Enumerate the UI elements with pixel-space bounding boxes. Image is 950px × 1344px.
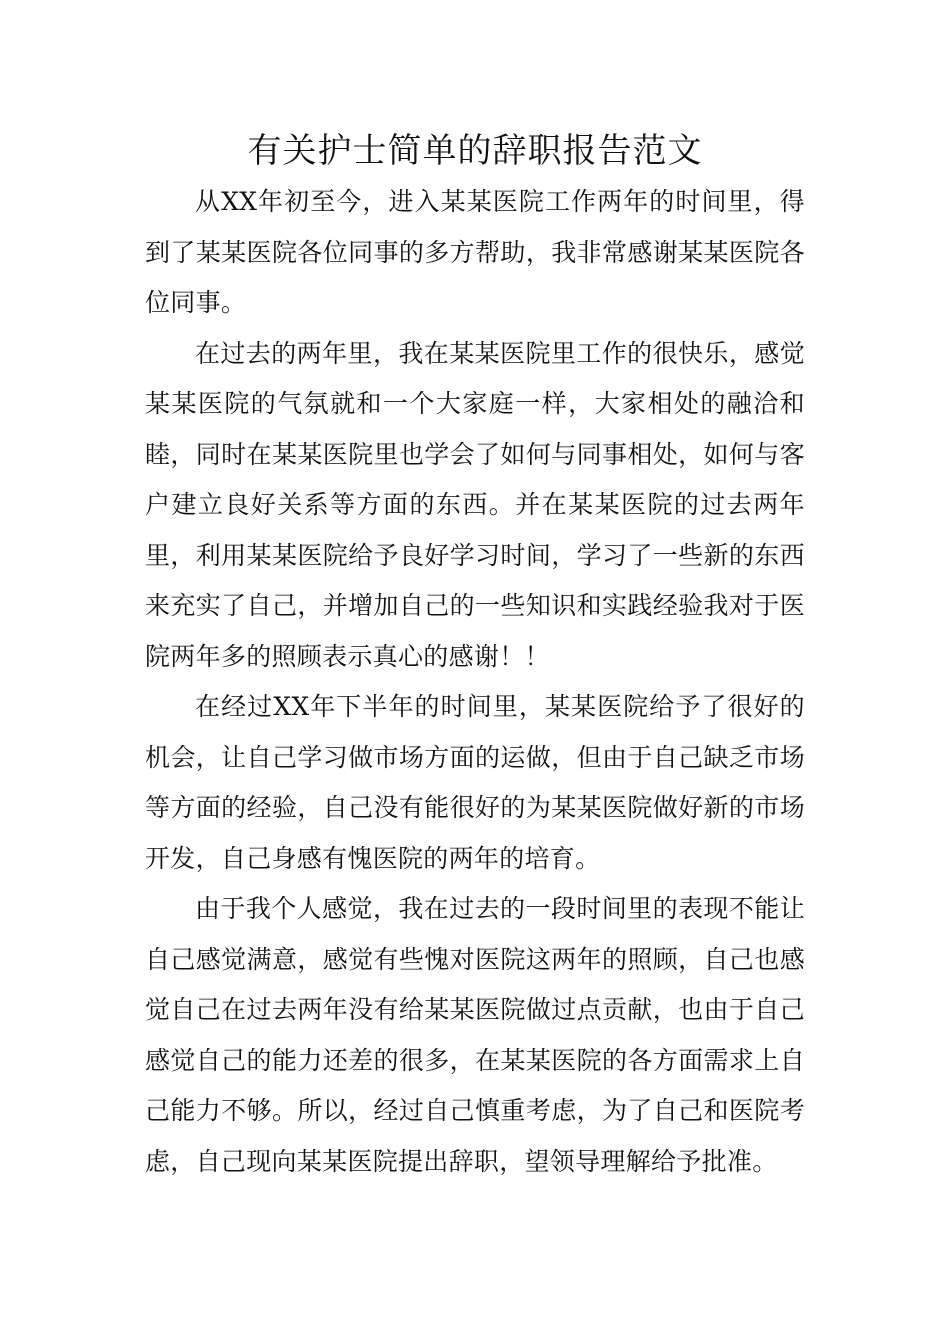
document-title: 有关护士简单的辞职报告范文	[247, 131, 703, 171]
paragraph-3: 在经过XX年下半年的时间里，某某医院给予了很好的机会，让自己学习做市场方面的运做，但由于自己缺乏市场等方面的经验，自己没有能很好的为某某医院做好新的市场开发，自己身感有愧医院的两年的培育。	[145, 692, 805, 873]
paragraph-2: 在过去的两年里，我在某某医院里工作的很快乐，感觉某某医院的气氛就和一个大家庭一样，大家相处的融洽和睦，同时在某某医院里也学会了如何与同事相处，如何与客户建立良好关系等方面的东西。并在某某医院的过去两年里，利用某某医院给予良好学习时间，学习了一些新的东西来充实了自己，并增加自己的一些知识和实践经验我对于医院两年多的照顾表示真心的感谢！！	[145, 338, 805, 671]
document-body	[145, 177, 805, 1187]
paragraph-1: 从XX年初至今，进入某某医院工作两年的时间里，得到了某某医院各位同事的多方帮助，我非常感谢某某医院各位同事。	[145, 187, 805, 317]
paragraph-4: 由于我个人感觉，我在过去的一段时间里的表现不能让自己感觉满意，感觉有些愧对医院这两年的照顾，自己也感觉自己在过去两年没有给某某医院做过点贡献，也由于自己感觉自己的能力还差的很多，在某某医院的各方面需求上自己能力不够。所以，经过自己慎重考虑，为了自己和医院考虑，自己现向某某医院提出辞职，望领导理解给予批准。	[145, 894, 805, 1176]
